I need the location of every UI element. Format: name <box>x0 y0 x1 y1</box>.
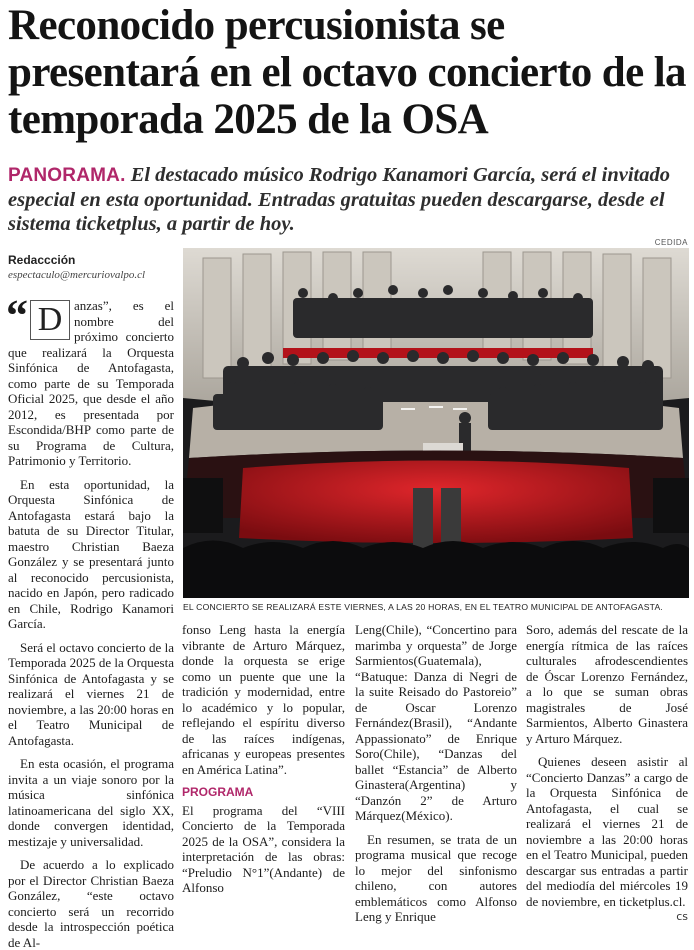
headline: Reconocido percusionista se presentará en el octavo concierto de la temporada 2025 de la OSA <box>8 2 686 143</box>
byline <box>8 253 178 281</box>
lede-text: El destacado músico Rodrigo Kanamori García, será el invitado especial en esta oportunidad. Entradas gratuitas pueden descargarse, desde el sistema ticketplus, a partir de hoy. <box>8 164 670 235</box>
paragraph-text: Quienes deseen asistir al “Concierto Danzas” a cargo de la Orquesta Sinfónica de Antofagasta, el cual se realizará el viernes 21 de noviembre a las 20:00 horas en el Teatro Municipal, pueden descargar sus entradas a partir del mediodía del miércoles 19 de noviembre, en ticketplus.cl. <box>526 754 688 909</box>
paragraph: En esta oportunidad, la Orquesta Sinfónica de Antofagasta estará bajo la batuta de su Director Titular, maestro Christian Baeza González y se presentará junto al reconocido percusionista, nacido en Japón, pero radicado en Chile, Rodrigo Kanamori García. <box>8 476 174 631</box>
paragraph: fonso Leng hasta la energía vibrante de Arturo Márquez, donde la orquesta se erige como un puente que une la tradición y modernidad, entre lo académico y lo popular, reflejando el espíritu diverso de las raíces indígenas, africanas y europeas presentes en América Latina”. <box>182 622 345 777</box>
paragraph: El programa del “VIII Concierto de la Temporada 2025 de la OSA”, considera la interpretación de las obras: “Preludio N°1”(Andante) de Alfonso <box>182 802 345 895</box>
paragraph: En esta ocasión, el programa invita a un viaje sonoro por la música sinfónica latinoamericana del siglo XX, donde convergen identidad, mestizaje y universalidad. <box>8 756 174 849</box>
dropcap: D <box>30 300 70 340</box>
photo-caption: EL CONCIERTO SE REALIZARÁ ESTE VIERNES, A LAS 20 HORAS, EN EL TEATRO MUNICIPAL DE ANTOFAGASTA. <box>183 602 663 612</box>
paragraph: Será el octavo concierto de la Temporada 2025 de la Orquesta Sinfónica de Antofagasta y se realizará el viernes 21 de noviembre, a las 20:00 horas en el Teatro Municipal de Antofagasta. <box>8 639 174 748</box>
end-of-article-mark: cs <box>676 910 688 923</box>
column-1 <box>6 291 174 950</box>
paragraph: Soro, además del rescate de la energía rítmica de las raíces culturales afrodescendientes de Óscar Lorenzo Fernández, a lo que se suman obras magistrales de José Sarmientos, Alberto Ginastera y Arturo Márquez. <box>526 622 688 746</box>
section-kicker: PANORAMA. <box>8 165 126 186</box>
paragraph: En resumen, se trata de un programa musical que recoge lo mejor del sinfonismo chileno, con autores emblemáticos como Alfonso Leng y Enrique <box>355 831 517 924</box>
paragraph: De acuerdo a lo explicado por el Director Christian Baeza González, “este octavo concierto será un recorrido desde la introspección poética de Al- <box>8 857 174 950</box>
column-4 <box>526 622 688 923</box>
paragraph <box>526 754 688 923</box>
byline-author: Redaccción <box>8 253 76 267</box>
photo-credit: CEDIDA <box>654 238 688 247</box>
column-3 <box>355 622 517 924</box>
paragraph: Leng(Chile), “Concertino para marimba y orquesta” de Jorge Sarmientos(Guatemala), “Batuque: Danza di Negri de la suite Reisado do Pastoreio” de Oscar Lorenzo Fernández(Brasil), “Andante Appassionato” de Enrique Soro(Chile), “Danzas del ballet “Estancia” de Alberto Ginastera(Argentina) y “Danzón 2” de Arturo Márquez(México). <box>355 622 517 823</box>
paragraph: anzas”, es el nombre del próximo concierto que realizará la Orquesta Sinfónica de Antofagasta, como parte de su Temporada Oficial 2025, que desde el año 2012, es presentada por Escondida/BHP como parte de su Programa de Cultura, Patrimonio y Territorio. <box>8 298 174 468</box>
byline-email: espectaculo@mercuriovalpo.cl <box>8 269 146 281</box>
column-2 <box>182 622 345 912</box>
lede <box>8 163 690 236</box>
section-heading: PROGRAMA <box>182 785 254 799</box>
orchestra-photo <box>183 248 689 598</box>
quote-mark: “ <box>6 291 28 340</box>
